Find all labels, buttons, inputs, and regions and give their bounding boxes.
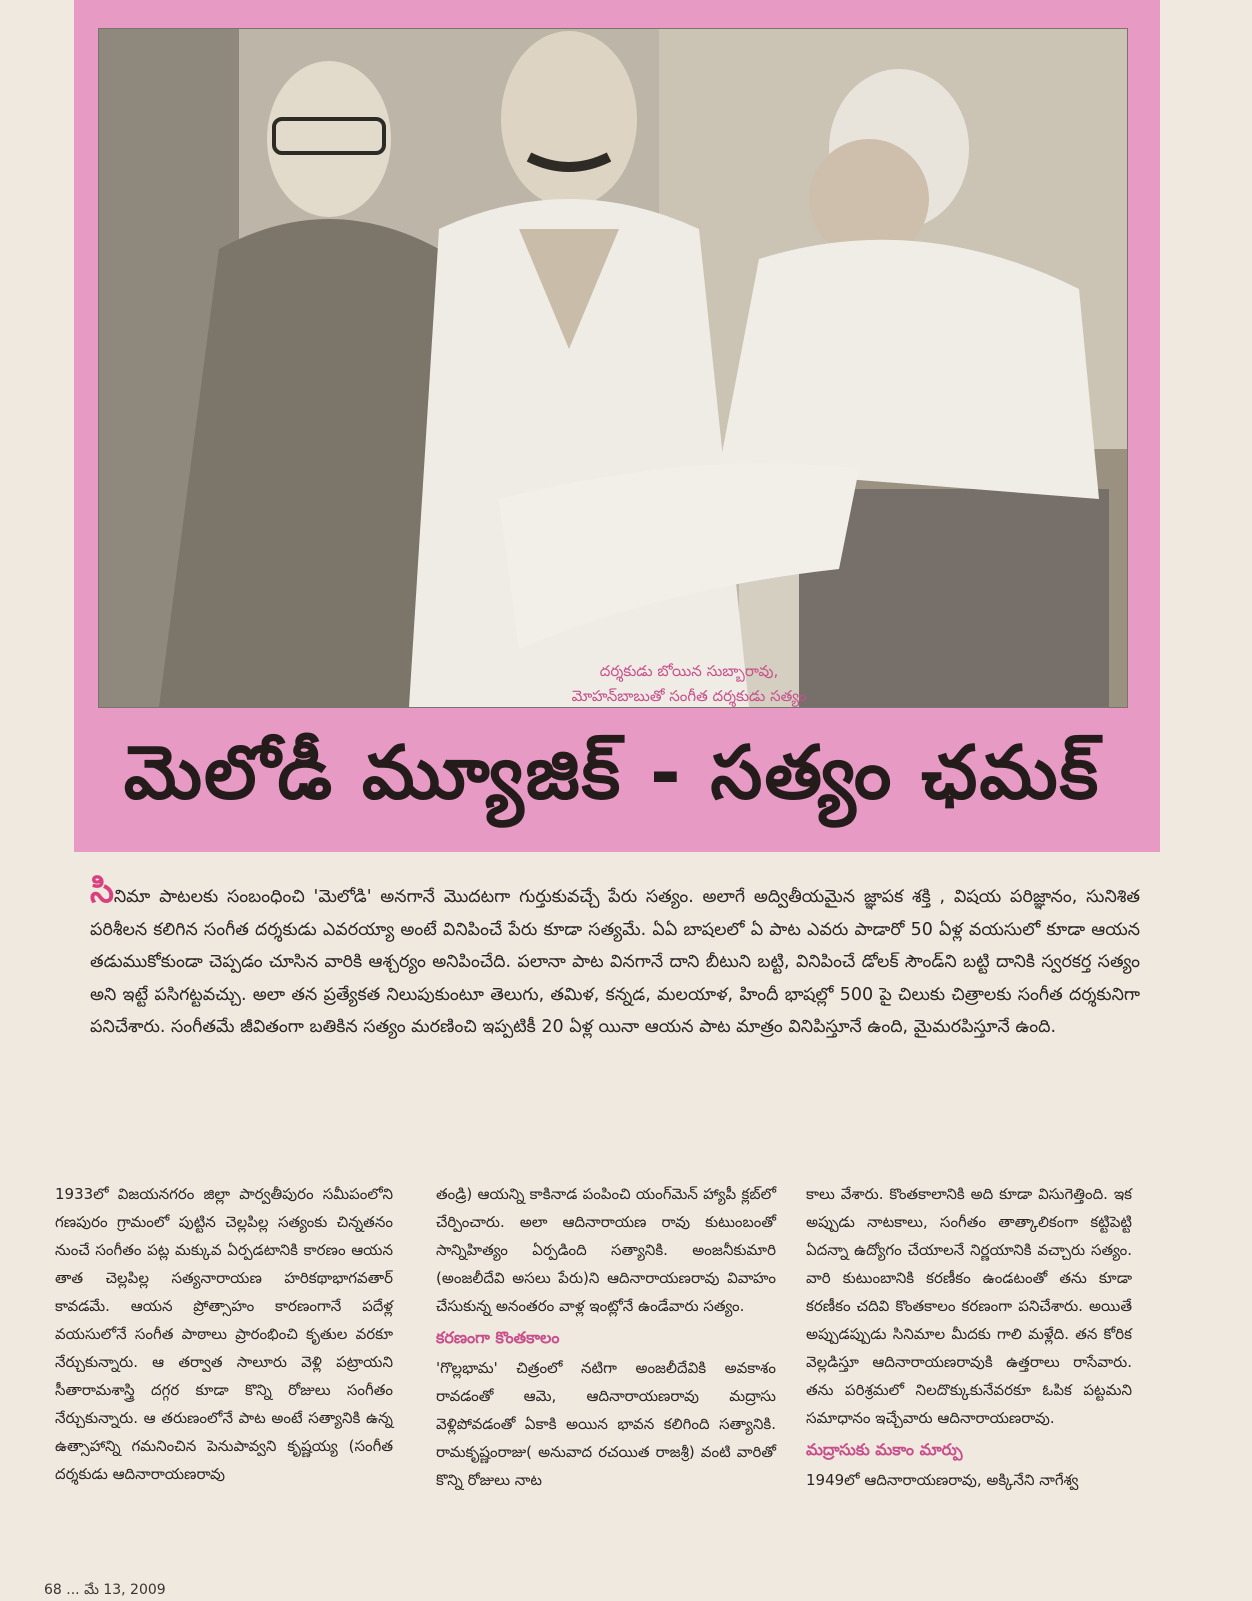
- column-2-text-b: 'గొల్లభామ' చిత్రంలో నటిగా అంజలీదేవికి అవకాశం రావడంతో ఆమె, ఆదినారాయణరావు మద్రాసు వెళ్లిపోవడంతో ఏకాకి అయిన భావన కలిగింది సత్యానికి. రామకృష్ణంరాజు( అనువాద రచయిత రాజశ్రీ) వంటి వారితో కొన్ని రోజులు నాట: [436, 1359, 776, 1489]
- page-footer: 68 ... మే 13, 2009: [44, 1582, 166, 1598]
- column-1: [55, 1180, 393, 1488]
- drop-cap: సి: [90, 871, 114, 911]
- caption-line-2: మోహన్‌బాబుతో సంగీత దర్శకుడు సత్యం: [571, 687, 807, 705]
- column-3-text-a: కాలు వేశారు. కొంతకాలానికి అది కూడా విసుగెత్తింది. ఇక అప్పుడు నాటకాలు, సంగీతం తాత్కాలికంగా కట్టిపెట్టి ఏదన్నా ఉద్యోగం చేయాలనే నిర్ణయానికి వచ్చారు సత్యం. వారి కుటుంబానికి కరణీకం ఉండటంతో తను కూడా కరణీకం చదివి కొంతకాలం కరణంగా పనిచేశారు. అయితే అప్పుడప్పుడు సినిమాల మీదకు గాలి మళ్లేది. తన కోరిక వెల్లడిస్తూ ఆదినారాయణరావుకి ఉత్తరాలు రాసేవారు. తను పరిశ్రమలో నిలదొక్కుకునేవరకూ ఓపిక పట్టమని సమాధానం ఇచ్చేవారు ఆదినారాయణరావు.: [806, 1185, 1132, 1427]
- intro-paragraph: [90, 871, 1140, 1044]
- photo-illustration: [99, 29, 1127, 707]
- subheading-karanam: కరణంగా కొంతకాలం: [436, 1328, 560, 1347]
- article-photo: [98, 28, 1128, 708]
- column-3-text-b: 1949లో ఆదినారాయణరావు, అక్కినేని నాగేశ్వ: [806, 1471, 1079, 1489]
- column-1-text: 1933లో విజయనగరం జిల్లా పార్వతీపురం సమీపంలోని గణపురం గ్రామంలో పుట్టిన చెల్లపిల్ల సత్యంకు చిన్నతనం నుంచే సంగీతం పట్ల మక్కువ ఏర్పడటానికి కారణం ఆయన తాత చెల్లపిల్ల సత్యనారాయణ హరికథాభాగవతార్ కావడమే. ఆయన ప్రోత్సాహం కారణంగానే పదేళ్ల వయసులోనే సంగీత పాఠాలు ప్రారంభించి కృతుల వరకూ నేర్చుకున్నారు. ఆ తర్వాత సాలూరు వెళ్లి పట్రాయని సీతారామశాస్త్రి దగ్గర కూడా కొన్ని రోజులు సంగీతం నేర్చుకున్నారు. ఆ తరుణంలోనే పాట అంటే సత్యానికి ఉన్న ఉత్సాహాన్ని గమనించిన పెనుపావ్వని కృష్ణయ్య (సంగీత దర్శకుడు ఆదినారాయణరావు: [55, 1185, 393, 1483]
- intro-text: నిమా పాటలకు సంబంధించి 'మెలోడి' అనగానే మొదటగా గుర్తుకువచ్చే పేరు సత్యం. అలాగే అద్వితీయమైన జ్ఞాపక శక్తి , విషయ పరిజ్ఞానం, సునిశిత పరిశీలన కలిగిన సంగీత దర్శకుడు ఎవరయ్యా అంటే వినిపించే పేరు కూడా సత్యమే. ఏఏ బాషలలో ఏ పాట ఎవరు పాడారో 50 ఏళ్ల వయసులో కూడా ఆయన తడుముకోకుండా చెప్పడం చూసిన వారికి ఆశ్చర్యం అనిపించేది. పలానా పాట వినగానే దాని బీటుని బట్టి, వినిపించే డోలక్ సౌండ్‌ని బట్టి దానికి స్వరకర్త సత్యం అని ఇట్టే పసిగట్టవచ్చు. అలా తన ప్రత్యేకత నిలుపుకుంటూ తెలుగు, తమిళ, కన్నడ, మలయాళ, హిందీ భాషల్లో 500 పై చిలుకు చిత్రాలకు సంగీత దర్శకునిగా పనిచేశారు. సంగీతమే జీవితంగా బతికిన సత్యం మరణించి ఇప్పటికీ 20 ఏళ్ల యినా ఆయన పాట మాత్రం వినిపిస్తూనే ఉంది, మైమరపిస్తూనే ఉంది.: [90, 887, 1140, 1037]
- caption-line-1: దర్శకుడు బోయిన సుబ్బారావు,: [599, 662, 779, 680]
- column-2: [436, 1180, 776, 1494]
- photo-caption: [529, 659, 849, 708]
- column-2-text-a: తండ్రి) ఆయన్ని కాకినాడ పంపించి యంగ్‌మెన్ హ్యాపీ క్లబ్‌లో చేర్పించారు. అలా ఆదినారాయణ రావు కుటుంబంతో సాన్నిహిత్యం ఏర్పడింది సత్యానికి. అంజనీకుమారి (అంజలీదేవి అసలు పేరు)ని ఆదినారాయణరావు వివాహం చేసుకున్న అనంతరం వాళ్ల ఇంట్లోనే ఉండేవారు సత్యం.: [436, 1185, 776, 1315]
- article-headline: మెలోడీ మ్యూజిక్ - సత్యం ఛమక్: [123, 730, 1101, 816]
- subheading-madras: మద్రాసుకు మకాం మార్పు: [806, 1440, 963, 1459]
- column-3: [806, 1180, 1132, 1494]
